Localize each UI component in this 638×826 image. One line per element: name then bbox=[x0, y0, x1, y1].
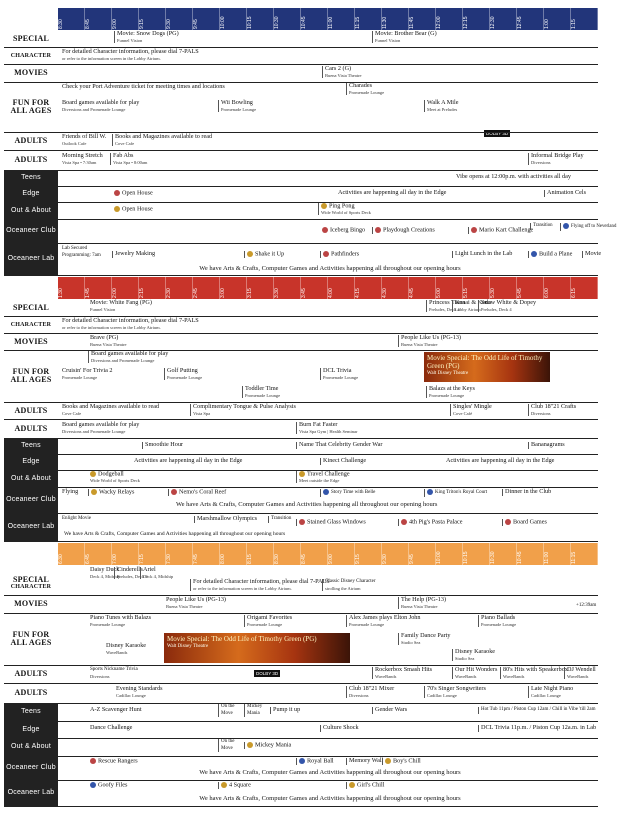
time-slot: 1:15 bbox=[571, 8, 598, 30]
girls-chill-icon bbox=[349, 782, 355, 788]
character-classic[interactable]: Classic Disney Character strolling the Atrium bbox=[322, 579, 376, 591]
teens-smoothie-hour[interactable]: Smoothie Hour bbox=[142, 442, 183, 449]
time-slot: 12:00 bbox=[436, 8, 463, 30]
fun-dcl-trivia[interactable]: DCL Trivia Promenade Lounge bbox=[320, 368, 358, 380]
dolby-3d-logo: DOLBY 3D bbox=[486, 131, 509, 136]
time-slot: 3:45 bbox=[301, 277, 328, 299]
label-adults-4: ADULTS bbox=[14, 423, 48, 433]
out-on-the-move[interactable]: On the Move bbox=[218, 739, 239, 752]
time-slot: 2:30 bbox=[166, 277, 193, 299]
label-teens-2: Teens bbox=[4, 438, 58, 454]
edge-kinect[interactable]: Kinect Challenge bbox=[320, 458, 366, 465]
out-open-house-icon bbox=[114, 206, 120, 212]
club-story-belle[interactable]: Story Time with Belle bbox=[320, 489, 375, 497]
adult-burn-fat[interactable]: Burn Fat Faster Vista Spa Gym | Health Seminar bbox=[296, 422, 358, 434]
teens-bananagrams[interactable]: Bananagrams bbox=[528, 442, 565, 449]
adult-morning-stretch[interactable]: Morning Stretch Vista Spa • 7:30am bbox=[62, 152, 103, 165]
lab-secured: Lab Secured Programming: 7am bbox=[62, 246, 101, 258]
teens-pump-it-up[interactable]: Pump it up bbox=[270, 707, 300, 714]
adult-80s-hits[interactable]: 80's Hits with Speakerbox WaveBands bbox=[500, 667, 568, 679]
rescue-icon bbox=[90, 758, 96, 764]
nemo-icon bbox=[171, 489, 177, 495]
time-slot: 10:00 bbox=[220, 8, 247, 30]
time-slot: 1:00 bbox=[544, 8, 571, 30]
time-slot: 11:00 bbox=[544, 543, 571, 565]
movie-the-help[interactable]: The Help (PG-13) Buena Vista Theatre bbox=[398, 597, 446, 609]
adult-70s-singer[interactable]: 70's Singer Songwriters Cadillac Lounge bbox=[424, 686, 486, 698]
club-rescue-rangers[interactable]: Rescue Rangers bbox=[88, 758, 138, 765]
time-slot: 10:15 bbox=[463, 543, 490, 565]
time-slot: 9:00 bbox=[112, 8, 139, 30]
royal-ball-icon bbox=[299, 758, 305, 764]
time-slot: 10:30 bbox=[490, 543, 517, 565]
teens-late-night[interactable]: Hot Tub 11pm / Piston Cup 12am / Chill in Vibe 'till 2am bbox=[478, 707, 596, 714]
travel-icon bbox=[299, 471, 305, 477]
time-slot: 4:30 bbox=[382, 277, 409, 299]
time-slot: 5:30 bbox=[490, 277, 517, 299]
label-movies: MOVIES bbox=[14, 68, 48, 77]
pasta-icon bbox=[401, 519, 407, 525]
lab-pathfinders[interactable]: Pathfinders bbox=[320, 251, 359, 258]
label-character: CHARACTER bbox=[10, 52, 52, 59]
out-dodgeball[interactable]: Dodgeball Wide World of Sports Deck bbox=[90, 470, 140, 484]
club-boys-chill[interactable]: Boy's Chill bbox=[382, 758, 421, 765]
teens-name-celebrity[interactable]: Name That Celebrity Gender War bbox=[296, 442, 382, 449]
lab-full-note-2: We have Arts & Crafts, Computer Games and Activities happening all throughout our opening hours bbox=[64, 531, 286, 537]
lab-enlight-movie[interactable]: Enlight Movie bbox=[62, 516, 92, 521]
time-slot: 11:00 bbox=[328, 8, 355, 30]
shake-icon bbox=[247, 251, 253, 257]
time-slot: 4:00 bbox=[328, 277, 355, 299]
fun-board-games[interactable]: Board games available for play Diversions and Promenade Lounge bbox=[62, 99, 140, 112]
adult-tongue-pulse[interactable]: Complimentary Tongue & Pulse Analysis Vista Spa bbox=[190, 404, 296, 416]
row-outabout-2 bbox=[4, 470, 598, 488]
fun-alex-james[interactable]: Alex James plays Elton John Promenade Lounge bbox=[346, 615, 421, 627]
row-character-3 bbox=[4, 578, 598, 596]
edge-dcl-trivia[interactable]: DCL Trivia 11p.m. / Piston Cup 12a.m. in Lab bbox=[478, 725, 596, 732]
movie-special-timothy-green-2[interactable]: Movie Special: The Odd Life of Timothy Green (PG) Walt Disney Theatre bbox=[164, 633, 350, 663]
character-info: For detailed Character information, please dial 7-PALS or refer to the information screen in the Lobby Atrium. bbox=[62, 48, 199, 61]
club-playdough[interactable]: Playdough Creations bbox=[372, 227, 435, 234]
time-slot: 8:15 bbox=[247, 543, 274, 565]
time-slot: 9:00 bbox=[328, 543, 355, 565]
special-tiana[interactable]: Princess Tiana Preludes, Deck 4 bbox=[426, 300, 465, 312]
row-club-3 bbox=[4, 756, 598, 781]
club-royal-ball[interactable]: Royal Ball bbox=[296, 758, 334, 765]
character-info-3: For detailed Character information, please dial 7-PALS or refer to the information screen in the Lobby Atrium. bbox=[190, 579, 330, 591]
adult-club-mixer[interactable]: Club 18"21 Mixer Diversions bbox=[346, 686, 394, 698]
label-outabout-2: Out & About bbox=[4, 470, 58, 487]
label-oceaneer-lab: Oceaneer Lab bbox=[4, 243, 58, 275]
time-slot: 7:15 bbox=[139, 543, 166, 565]
row-fun-1 bbox=[4, 82, 598, 133]
lab-goofy-files[interactable]: Goofy Files bbox=[88, 782, 127, 789]
time-slot: 8:00 bbox=[220, 543, 247, 565]
out-ping-pong[interactable]: Ping Pong Wide World of Sports Deck bbox=[318, 203, 371, 215]
fun-balazs-keys[interactable]: Balazs at the Keys Promenade Lounge bbox=[426, 386, 475, 398]
row-movies-3 bbox=[4, 595, 598, 614]
out-mickey-mania[interactable]: Mickey Mania bbox=[244, 742, 291, 749]
time-slot: 10:45 bbox=[301, 8, 328, 30]
row-lab-3 bbox=[4, 780, 598, 807]
lab-4-square[interactable]: 4 Square bbox=[218, 782, 251, 789]
time-slot: 10:30 bbox=[274, 8, 301, 30]
edge-activities: Activities are happening all day in the Edge bbox=[338, 189, 447, 196]
time-slot: 9:45 bbox=[409, 543, 436, 565]
club-wacky-relays[interactable]: Wacky Relays bbox=[88, 489, 134, 496]
time-slot: 2:15 bbox=[139, 277, 166, 299]
label-teens-3: Teens bbox=[4, 703, 58, 721]
label-adults-2: ADULTS bbox=[14, 155, 48, 164]
iceberg-bingo-icon bbox=[322, 227, 328, 233]
adult-bridge[interactable]: Informal Bridge Play Diversions bbox=[528, 153, 584, 165]
time-bar-morning bbox=[58, 8, 598, 30]
adult-books[interactable]: Books and Magazines available to read Cove Cafe bbox=[112, 134, 212, 146]
relays-icon bbox=[91, 489, 97, 495]
label-oceaneer-club: Oceaneer Club bbox=[4, 219, 58, 243]
row-adults-1a bbox=[4, 132, 598, 151]
time-slot: 12:30 bbox=[490, 8, 517, 30]
label-oceaneer-lab-2: Oceaneer Lab bbox=[4, 513, 58, 541]
time-slot: 7:00 bbox=[112, 543, 139, 565]
ping-pong-icon bbox=[321, 203, 327, 209]
time-slot: 10:00 bbox=[436, 543, 463, 565]
edge-culture-shock[interactable]: Culture Shock bbox=[320, 725, 359, 732]
label-fun-2: FUN FOR ALL AGES bbox=[10, 367, 52, 384]
fun-cruisin-trivia[interactable]: Cruisin' For Trivia 2 Promenade Lounge bbox=[62, 367, 113, 380]
time-slot: 7:45 bbox=[193, 543, 220, 565]
time-slot: 6:15 bbox=[571, 277, 598, 299]
edge-activities-3: Activities are happening all day in the Edge bbox=[446, 457, 555, 464]
club-transition: Transition bbox=[530, 223, 553, 230]
row-fun-2 bbox=[4, 350, 598, 403]
special-daisy[interactable]: Daisy Duck Deck 4, Midship bbox=[90, 566, 121, 579]
lab-board-games[interactable]: Board Games bbox=[502, 519, 547, 526]
row-adults-2b bbox=[4, 419, 598, 439]
special-cinderella[interactable]: Cinderella Preludes, Deck 4 bbox=[114, 567, 148, 579]
label-special-2: SPECIAL bbox=[12, 302, 50, 312]
movie-brave[interactable]: Brave (PG) Buena Vista Theatre bbox=[90, 334, 127, 347]
fun-charades[interactable]: Charades Promenade Lounge bbox=[346, 83, 384, 95]
row-edge-3 bbox=[4, 721, 598, 739]
lab-transition: Transition bbox=[268, 516, 291, 523]
out-travel-challenge[interactable]: Travel Challenge Meet outside the Edge bbox=[296, 471, 350, 483]
teens-vibe-opens: Vibe opens at 12:00p.m. with activities all day bbox=[456, 173, 571, 180]
teens-on-the-move[interactable]: On the Move bbox=[218, 704, 239, 717]
label-edge-3: Edge bbox=[4, 721, 58, 738]
label-character-3: CHARACTER bbox=[10, 583, 52, 590]
square-icon bbox=[221, 782, 227, 788]
playdough-icon bbox=[375, 227, 381, 233]
club-king-triton[interactable]: King Triton's Royal Court bbox=[424, 489, 487, 497]
time-slot: 3:30 bbox=[274, 277, 301, 299]
lab-light-lunch[interactable]: Light Lunch in the Lab bbox=[452, 251, 512, 258]
time-slot: 9:30 bbox=[166, 8, 193, 30]
label-outabout: Out & About bbox=[4, 202, 58, 219]
label-fun: FUN FOR ALL AGES bbox=[10, 98, 52, 115]
teens-scavenger-hunt[interactable]: A-Z Scavenger Hunt bbox=[90, 706, 142, 713]
row-teens-3 bbox=[4, 703, 598, 722]
teens-gender-wars[interactable]: Gender Wars bbox=[372, 707, 407, 714]
label-special: SPECIAL bbox=[12, 33, 50, 43]
edge-dance-challenge[interactable]: Dance Challenge bbox=[90, 724, 133, 731]
time-slot: 5:15 bbox=[463, 277, 490, 299]
time-slot: 11:15 bbox=[571, 543, 598, 565]
special-snow-white[interactable]: Snow White & Dopey Preludes, Deck 4 bbox=[478, 300, 536, 312]
movie-end-time: +12:39am bbox=[576, 603, 597, 608]
fun-piano-ballads[interactable]: Piano Ballads Promenade Lounge bbox=[478, 615, 516, 627]
label-adults-5: ADULTS bbox=[14, 669, 48, 678]
character-info-2: For detailed Character information, please dial 7-PALS or refer to the information screen in the Lobby Atrium. bbox=[62, 317, 199, 330]
time-slot: 4:15 bbox=[355, 277, 382, 299]
label-character-2: CHARACTER bbox=[10, 321, 52, 328]
row-adults-2a bbox=[4, 402, 598, 420]
club-iceberg-bingo[interactable]: Iceberg Bingo bbox=[320, 227, 365, 234]
label-movies-2: MOVIES bbox=[14, 336, 48, 346]
row-character-1 bbox=[4, 47, 598, 65]
adult-evening-standards[interactable]: Evening Standards Cadillac Lounge bbox=[116, 685, 163, 698]
fun-disney-karaoke-2[interactable]: Disney Karaoke Studio Sea bbox=[452, 649, 495, 661]
time-slot: 3:15 bbox=[247, 277, 274, 299]
label-edge-2: Edge bbox=[4, 454, 58, 470]
edge-open-house[interactable]: Open House bbox=[112, 190, 153, 197]
row-outabout-3 bbox=[4, 738, 598, 757]
adult-dj-wendell[interactable]: DJ Wendell WaveBands bbox=[564, 667, 596, 679]
time-slot: 8:45 bbox=[85, 8, 112, 30]
time-slot: 6:00 bbox=[544, 277, 571, 299]
row-special-1 bbox=[4, 30, 598, 48]
row-lab-1 bbox=[4, 243, 602, 276]
row-teens-2 bbox=[4, 438, 598, 455]
mickey-mania-icon bbox=[247, 742, 253, 748]
lab-shake-it-up[interactable]: Shake it Up bbox=[244, 251, 284, 258]
lab-movie[interactable]: Movie bbox=[582, 251, 601, 258]
teens-mickey-mania[interactable]: Mickey Mania bbox=[244, 704, 265, 717]
club-full-note-2: We have Arts & Crafts, Computer Games and Activities happening all throughout our opening hours bbox=[176, 501, 438, 508]
goofy-icon bbox=[90, 782, 96, 788]
label-oceaneer-club-3: Oceaneer Club bbox=[4, 756, 58, 780]
adult-books-2[interactable]: Books and Magazines available to read Cove Cafe bbox=[62, 403, 160, 416]
stained-glass-icon bbox=[299, 519, 305, 525]
row-character-2 bbox=[4, 316, 598, 334]
adult-board-games[interactable]: Board games available for play Diversions and Promenade Lounge bbox=[62, 421, 140, 434]
time-slot: 11:15 bbox=[355, 8, 382, 30]
fun-board-games-2[interactable]: Board games available for play Diversions and Promenade Lounge bbox=[88, 351, 168, 363]
label-adults: ADULTS bbox=[14, 136, 48, 145]
adult-fab-abs[interactable]: Fab Abs Vista Spa • 8:00am bbox=[110, 153, 147, 165]
club-mario-kart[interactable]: Mario Kart Challenge bbox=[468, 227, 533, 234]
special-ariel[interactable]: Ariel Deck 4, Midship bbox=[140, 567, 173, 579]
time-slot: 9:15 bbox=[355, 543, 382, 565]
row-fun-3 bbox=[4, 613, 598, 666]
boys-chill-icon bbox=[385, 758, 391, 764]
time-slot: 9:30 bbox=[382, 543, 409, 565]
lab-jewelry[interactable]: Jewelry Making bbox=[112, 251, 155, 258]
lab-pasta-palace[interactable]: 4th Pig's Pasta Palace bbox=[398, 519, 463, 526]
time-slot: 4:45 bbox=[409, 277, 436, 299]
time-slot: 6:30 bbox=[58, 543, 85, 565]
edge-animation-cels[interactable]: Animation Cels bbox=[544, 190, 586, 197]
out-open-house[interactable]: Open House bbox=[112, 206, 153, 213]
time-slot: 11:45 bbox=[409, 8, 436, 30]
club-full-note-3: We have Arts & Crafts, Computer Games and Activities happening all throughout our opening hours bbox=[199, 769, 461, 776]
adult-our-hit-wonders[interactable]: Our Hit Wonders WaveBands bbox=[452, 667, 497, 679]
club-dinner[interactable]: Dinner in the Club bbox=[502, 489, 551, 496]
adult-club-crafts[interactable]: Club 18"21 Crafts Diversions bbox=[528, 404, 576, 416]
plane-icon bbox=[531, 251, 537, 257]
time-slot: 8:30 bbox=[274, 543, 301, 565]
label-special-3: SPECIAL bbox=[12, 575, 50, 584]
club-flying[interactable]: Flying bbox=[62, 488, 79, 495]
fun-port-adventure: Check your Port Adventure ticket for meeting times and locations bbox=[62, 83, 225, 90]
row-adults-1b bbox=[4, 150, 598, 171]
time-slot: 1:45 bbox=[85, 277, 112, 299]
lab-build-plane[interactable]: Build a Plane bbox=[528, 251, 572, 258]
row-lab-2 bbox=[4, 513, 598, 542]
fun-golf-putting[interactable]: Golf Putting Promenade Lounge bbox=[164, 368, 202, 380]
row-adults-3a bbox=[4, 665, 598, 684]
time-slot: 6:45 bbox=[85, 543, 112, 565]
time-slot: 1:30 bbox=[58, 277, 85, 299]
row-adults-3b bbox=[4, 683, 598, 704]
time-slot: 8:45 bbox=[301, 543, 328, 565]
label-oceaneer-lab-3: Oceaneer Lab bbox=[4, 780, 58, 806]
edge-open-house-icon bbox=[114, 190, 120, 196]
special-snow-dogs[interactable]: Movie: Snow Dogs (PG) Funnel Vision bbox=[114, 31, 179, 43]
fun-wii-bowling[interactable]: Wii Bowling Promenade Lounge bbox=[218, 100, 256, 112]
adult-friends-bill[interactable]: Friends of Bill W. Outlook Cafe bbox=[62, 133, 107, 146]
adult-rockerbox[interactable]: Rockerbox Smash Hits WaveBands bbox=[372, 667, 432, 679]
dodgeball-icon bbox=[90, 471, 96, 477]
time-slot: 8:30 bbox=[58, 8, 85, 30]
time-slot: 7:30 bbox=[166, 543, 193, 565]
club-memory-wall[interactable]: Memory Wall bbox=[346, 758, 383, 765]
fun-origami[interactable]: Origami Favorites Promenade Lounge bbox=[244, 615, 292, 627]
movie-cars-2[interactable]: Cars 2 (G) Buena Vista Theatre bbox=[322, 66, 362, 78]
dolby-3d-logo-2: DOLBY 3D bbox=[256, 671, 279, 676]
special-white-fang[interactable]: Movie: White Fang (PG) Funnel Vision bbox=[90, 299, 152, 312]
lab-girls-chill[interactable]: Girl's Chill bbox=[346, 782, 384, 789]
adult-singles-mingle[interactable]: Singles' Mingle Cove Café bbox=[450, 404, 492, 416]
triton-icon bbox=[427, 489, 433, 495]
lab-full-note-1: We have Arts & Crafts, Computer Games and Activities happening all throughout our opening hours bbox=[199, 265, 461, 272]
board-games-icon bbox=[505, 519, 511, 525]
label-fun-3: FUN FOR ALL AGES bbox=[10, 630, 52, 647]
pathfinders-icon bbox=[323, 251, 329, 257]
row-outabout-1 bbox=[4, 202, 598, 220]
movie-special-timothy-green[interactable]: Movie Special: The Odd Life of Timothy Green (PG) Walt Disney Theatre bbox=[424, 352, 550, 382]
time-slot: 3:00 bbox=[220, 277, 247, 299]
adult-late-night-piano[interactable]: Late Night Piano Cadillac Lounge bbox=[528, 686, 573, 698]
lab-full-note-3: We have Arts & Crafts, Computer Games and Activities happening all throughout our opening hours bbox=[199, 795, 461, 802]
label-outabout-3: Out & About bbox=[4, 738, 58, 756]
time-slot: 5:45 bbox=[517, 277, 544, 299]
row-teens-1 bbox=[4, 170, 598, 187]
row-club-1 bbox=[4, 219, 617, 244]
story-icon bbox=[323, 489, 329, 495]
neverland-icon bbox=[563, 223, 569, 229]
movie-people-like-us-2[interactable]: People Like Us (PG-13) Buena Vista Theatre bbox=[166, 596, 226, 609]
club-nemo-reef[interactable]: Nemo's Coral Reef bbox=[168, 489, 226, 496]
row-edge-1 bbox=[4, 186, 598, 203]
fun-walk-a-mile[interactable]: Walk A Mile Meet at Preludes bbox=[424, 100, 458, 112]
time-bar-afternoon bbox=[58, 277, 598, 299]
time-bar-evening bbox=[58, 543, 598, 565]
label-adults-6: ADULTS bbox=[14, 688, 48, 697]
time-slot: 9:15 bbox=[139, 8, 166, 30]
row-club-2 bbox=[4, 487, 598, 514]
special-brother-bear[interactable]: Movie: Brother Bear (G) Funnel Vision bbox=[372, 31, 437, 43]
time-slot: 2:45 bbox=[193, 277, 220, 299]
row-special-2 bbox=[4, 299, 598, 317]
label-adults-3: ADULTS bbox=[14, 405, 48, 415]
fun-piano-tunes[interactable]: Piano Tunes with Balazs Promenade Lounge bbox=[90, 614, 152, 627]
adult-sports-trivia[interactable]: Sports Nickname Trivia Diversions bbox=[90, 667, 138, 679]
time-slot: 11:30 bbox=[382, 8, 409, 30]
lab-stained-glass[interactable]: Stained Glass Windows bbox=[296, 519, 366, 526]
time-slot: 9:45 bbox=[193, 8, 220, 30]
edge-activities-2: Activities are happening all day in the Edge bbox=[134, 457, 243, 464]
time-slot: 10:45 bbox=[517, 543, 544, 565]
time-slot: 5:00 bbox=[436, 277, 463, 299]
movie-people-like-us[interactable]: People Like Us (PG-13) Buena Vista Theatre bbox=[398, 335, 461, 347]
fun-family-dance[interactable]: Family Dance Party Studio Sea bbox=[398, 633, 451, 645]
time-slot: 12:45 bbox=[517, 8, 544, 30]
label-teens: Teens bbox=[4, 170, 58, 186]
time-slot: 2:00 bbox=[112, 277, 139, 299]
fun-toddler-time[interactable]: Toddler Time Promenade Lounge bbox=[242, 386, 280, 398]
lab-marshmallow[interactable]: Marshmallow Olympics bbox=[194, 516, 257, 523]
mario-kart-icon bbox=[471, 227, 477, 233]
time-slot: 10:15 bbox=[247, 8, 274, 30]
row-edge-2 bbox=[4, 454, 598, 471]
label-oceaneer-club-2: Oceaneer Club bbox=[4, 487, 58, 513]
club-neverland[interactable]: Flying off to Neverland bbox=[560, 223, 616, 231]
special-kenai[interactable]: Kenai & Koda Lobby Atrium bbox=[452, 300, 491, 312]
label-movies-3: MOVIES bbox=[14, 599, 48, 608]
fun-disney-karaoke[interactable]: Disney Karaoke WaveBands bbox=[106, 642, 147, 655]
label-edge: Edge bbox=[4, 186, 58, 202]
time-slot: 12:15 bbox=[463, 8, 490, 30]
